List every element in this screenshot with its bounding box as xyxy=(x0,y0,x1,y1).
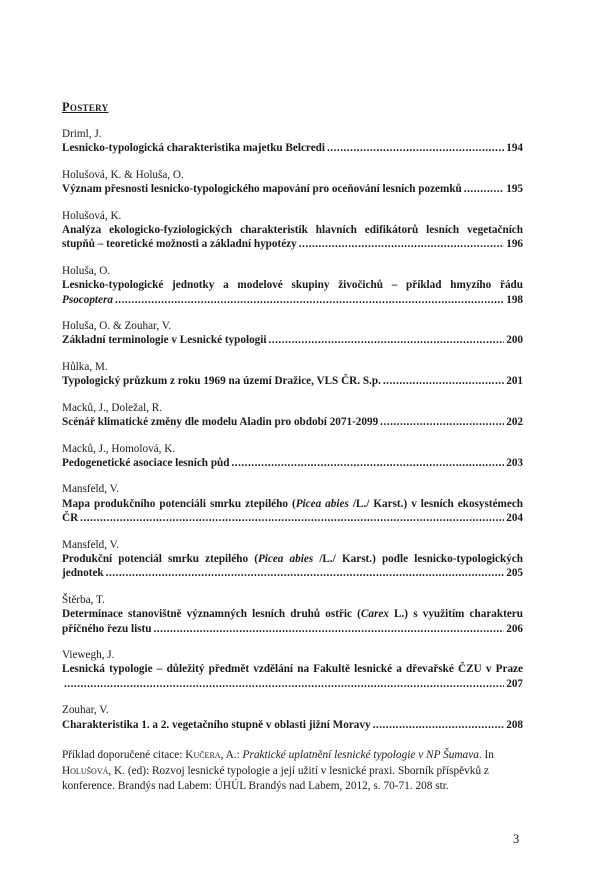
citation-prefix: Příklad doporučené citace: xyxy=(62,749,186,761)
entry-page-number: 203 xyxy=(506,456,523,469)
list-item xyxy=(62,127,523,156)
entry-author: Štěrba, T. xyxy=(62,593,105,606)
list-item xyxy=(62,703,523,732)
dot-leader xyxy=(299,237,504,251)
dot-leader xyxy=(373,718,505,732)
poster-list xyxy=(62,127,523,744)
entry-title-line xyxy=(62,456,523,470)
entry-title: Základní terminologie v Lesnické typologii xyxy=(62,334,267,347)
entry-title-line xyxy=(62,374,523,388)
entry-title-line xyxy=(62,566,523,580)
species-name: Picea abies xyxy=(295,497,349,510)
list-item xyxy=(62,648,523,691)
entry-title-continued: Psocoptera xyxy=(62,293,113,306)
list-item xyxy=(62,209,523,252)
entry-title-line xyxy=(62,182,523,196)
entry-author: Mansfeld, V. xyxy=(62,538,120,551)
entry-title-continued: ČR xyxy=(62,512,79,525)
dot-leader xyxy=(80,511,504,525)
entry-author: Driml, J. xyxy=(62,128,102,140)
citation-author: Kučera xyxy=(185,749,221,761)
dot-leader xyxy=(464,182,504,196)
dot-leader xyxy=(64,677,504,691)
entry-title-line xyxy=(62,237,523,251)
entry-author: Hůlka, M. xyxy=(62,360,108,373)
entry-page-number: 207 xyxy=(506,677,523,690)
entry-title: Lesnicko-typologické jednotky a modelové skupiny živočichů – příklad hmyzího řádu xyxy=(62,279,523,292)
entry-author: Viewegh, J. xyxy=(62,648,115,661)
entry-title-part: L.) s využitím charakteru xyxy=(388,608,523,621)
entry-title-line xyxy=(62,511,523,525)
entry-title: Analýza ekologicko-fyziologických charakteristik hlavních edifikátorů lesních vegetačních xyxy=(62,224,523,237)
entry-page-number: 206 xyxy=(506,622,523,635)
dot-leader xyxy=(380,415,504,429)
list-item xyxy=(62,360,523,389)
dot-leader xyxy=(154,622,505,636)
dot-leader xyxy=(327,141,504,155)
citation-editor: Holušová xyxy=(62,764,109,777)
list-item xyxy=(62,442,523,471)
entry-title-line xyxy=(62,677,523,691)
entry-title: Charakteristika 1. a 2. vegetačního stupně v oblasti jižní Moravy xyxy=(62,718,371,731)
entry-page-number: 194 xyxy=(506,142,523,155)
citation-author-initials: , A.: xyxy=(220,749,243,761)
entry-title: Pedogenetické asociace lesních půd xyxy=(62,456,230,469)
entry-title: Scénář klimatické změny dle modelu Aladin pro období 2071-2099 xyxy=(62,416,379,429)
species-name: Picea abies xyxy=(257,552,314,565)
list-item xyxy=(62,319,523,348)
entry-author: Holuša, O. xyxy=(62,264,111,277)
entry-title-part: /L./ Karst.) v lesních ekosystémech xyxy=(348,497,524,510)
entry-page-number: 198 xyxy=(506,293,523,306)
entry-page-number: 201 xyxy=(506,375,523,388)
entry-title-part: Mapa produkčního potenciáli smrku ztepilého ( xyxy=(62,497,296,510)
entry-author: Holuša, O. & Zouhar, V. xyxy=(62,320,172,333)
entry-page-number: 200 xyxy=(506,334,523,347)
entry-author: Zouhar, V. xyxy=(62,704,109,717)
entry-title xyxy=(62,607,523,621)
entry-title: Lesnická typologie – důležitý předmět vzdělání na Fakultě lesnické a dřevařské ČZU v Praze xyxy=(62,663,523,676)
entry-author: Mansfeld, V. xyxy=(62,483,120,496)
entry-title-continued: stupňů – teoretické možnosti a základní hypotézy xyxy=(62,238,297,251)
entry-title-line xyxy=(62,141,523,155)
entry-title: Typologický průzkum z roku 1969 na území Dražice, VLS ČR. S.p. xyxy=(62,375,381,388)
list-item xyxy=(62,538,523,581)
entry-title: Lesnicko-typologická charakteristika majetku Belcredi xyxy=(62,142,325,155)
citation-note xyxy=(62,748,528,795)
entry-title-line xyxy=(62,415,523,429)
citation-in: . In xyxy=(478,749,494,761)
entry-page-number: 196 xyxy=(506,238,523,251)
section-heading: Postery xyxy=(62,100,109,114)
dot-leader xyxy=(106,566,505,580)
entry-title-line xyxy=(62,333,523,347)
species-name: Carex xyxy=(360,608,389,621)
entry-title-part: Produkční potenciál smrku ztepilého ( xyxy=(62,552,258,565)
entry-author: Macků, J., Homolová, K. xyxy=(62,442,176,455)
citation-source: , K. (ed): Rozvoj lesnické typologie a její užití v lesnické praxi. Sborník příspěvků z konference. Brandýs nad Labem: ÚHÚL Brandýs nad Labem, 2012, s. 70-71. 208 str. xyxy=(62,764,489,792)
entry-title-continued: příčného řezu listu xyxy=(62,622,152,635)
entry-title xyxy=(62,497,523,511)
list-item xyxy=(62,264,523,307)
list-item xyxy=(62,401,523,430)
entry-page-number: 195 xyxy=(506,183,523,196)
dot-leader xyxy=(115,293,504,307)
list-item xyxy=(62,168,523,197)
entry-title-line xyxy=(62,622,523,636)
entry-title-part: /L./ Karst.) podle lesnicko-typologických xyxy=(313,552,523,565)
dot-leader xyxy=(269,333,505,347)
list-item xyxy=(62,482,523,525)
entry-title-line xyxy=(62,293,523,307)
dot-leader xyxy=(232,456,505,470)
entry-title-part: Determinace stanovištně významných lesních druhů ostřic ( xyxy=(62,608,361,621)
entry-title-continued: jednotek xyxy=(62,567,104,580)
entry-title-line xyxy=(62,718,523,732)
entry-page-number: 202 xyxy=(506,416,523,429)
entry-author: Holušová, K. xyxy=(62,209,122,222)
entry-author: Holušová, K. & Holuša, O. xyxy=(62,168,184,181)
dot-leader xyxy=(383,374,504,388)
entry-page-number: 205 xyxy=(506,567,523,580)
citation-work-title: Praktické uplatnění lesnické typologie v NP Šumava xyxy=(242,749,479,761)
entry-title: Význam přesnosti lesnicko-typologického mapování pro oceňování lesních pozemků xyxy=(62,183,462,196)
entry-page-number: 204 xyxy=(506,512,523,525)
list-item xyxy=(62,593,523,636)
entry-author: Macků, J., Doležal, R. xyxy=(62,401,163,414)
page-number: 3 xyxy=(513,832,520,846)
entry-title xyxy=(62,552,523,566)
entry-page-number: 208 xyxy=(506,718,523,731)
